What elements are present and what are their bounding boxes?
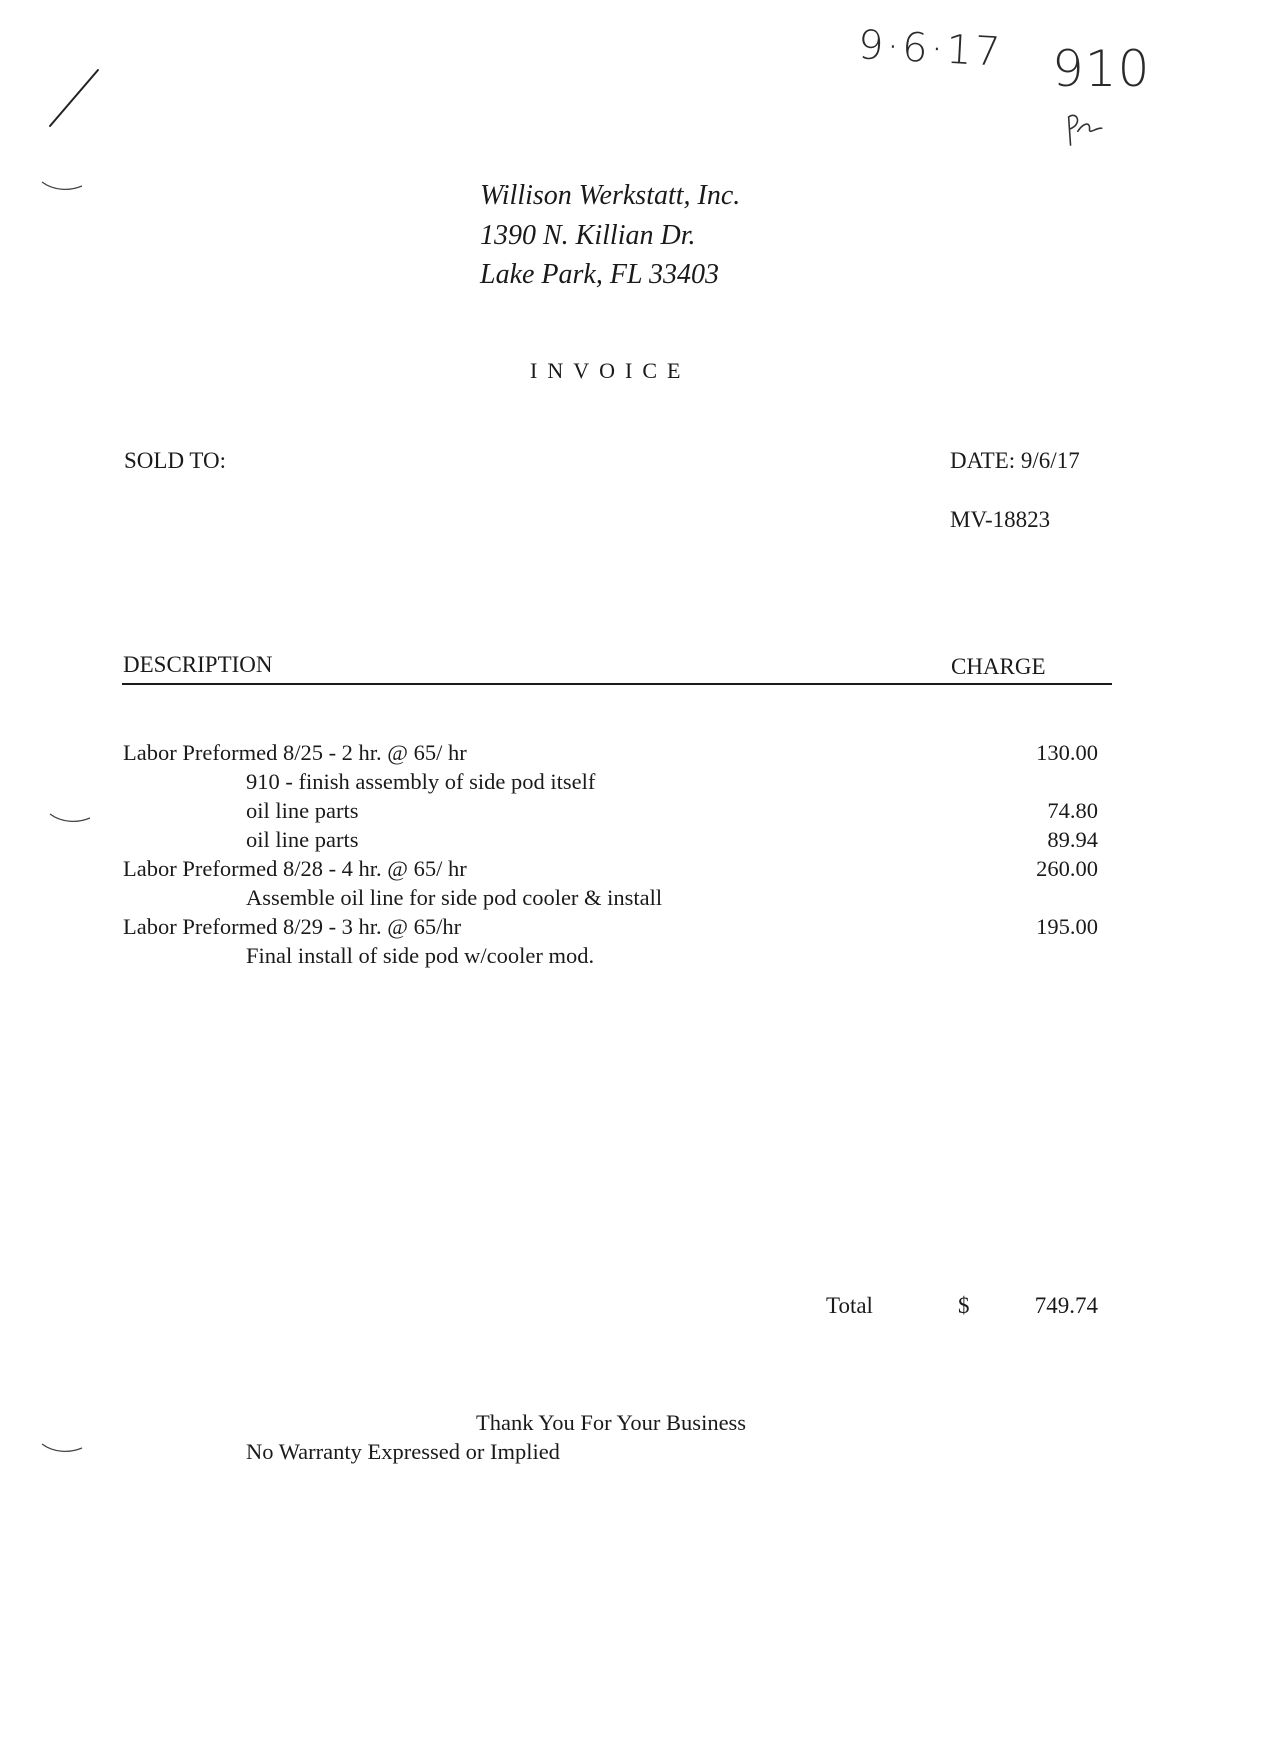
invoice-title: INVOICE bbox=[530, 358, 691, 383]
sold-to-label: SOLD TO: bbox=[124, 448, 227, 473]
binding-hole-mark bbox=[48, 812, 92, 826]
handwritten-date: 9·6·17 bbox=[856, 22, 1005, 76]
handwritten-number: 910 bbox=[1052, 40, 1151, 98]
company-name: Willison Werkstatt, Inc. bbox=[480, 180, 741, 211]
line-item-text: Assemble oil line for side pod cooler & install bbox=[246, 885, 663, 910]
line-item-text: Final install of side pod w/cooler mod. bbox=[246, 943, 595, 968]
invoice-date: DATE: 9/6/17 bbox=[950, 448, 1080, 473]
invoice-reference: MV-18823 bbox=[950, 507, 1051, 532]
warranty-note: No Warranty Expressed or Implied bbox=[246, 1439, 560, 1464]
total-label: Total bbox=[826, 1293, 873, 1318]
handwritten-initials-mark bbox=[1058, 106, 1108, 148]
line-item-charge: 74.80 bbox=[1047, 798, 1098, 823]
handwritten-initials bbox=[1058, 106, 1110, 157]
description-column-header: DESCRIPTION bbox=[123, 652, 273, 677]
total-amount: 749.74 bbox=[1034, 1293, 1098, 1318]
line-item-text: Labor Preformed 8/28 - 4 hr. @ 65/ hr bbox=[123, 856, 467, 881]
company-city: Lake Park, FL 33403 bbox=[480, 259, 720, 290]
header-rule bbox=[122, 683, 1112, 685]
thank-you-note: Thank You For Your Business bbox=[476, 1410, 747, 1435]
line-item-text: oil line parts bbox=[246, 798, 359, 823]
pen-slash-mark bbox=[44, 66, 104, 130]
line-item-text: oil line parts bbox=[246, 827, 359, 852]
line-item-text: Labor Preformed 8/29 - 3 hr. @ 65/hr bbox=[123, 914, 462, 939]
company-street: 1390 N. Killian Dr. bbox=[480, 220, 696, 251]
binding-hole-mark bbox=[40, 1442, 84, 1456]
line-item-charge: 89.94 bbox=[1047, 827, 1098, 852]
line-item-text: 910 - finish assembly of side pod itself bbox=[246, 769, 596, 794]
line-item-charge: 260.00 bbox=[1036, 856, 1098, 881]
total-currency: $ bbox=[958, 1293, 970, 1318]
line-item-charge: 195.00 bbox=[1036, 914, 1098, 939]
line-item-charge: 130.00 bbox=[1036, 740, 1098, 765]
binding-hole-mark bbox=[40, 180, 84, 194]
charge-column-header: CHARGE bbox=[951, 654, 1046, 679]
line-item-text: Labor Preformed 8/25 - 2 hr. @ 65/ hr bbox=[123, 740, 467, 765]
